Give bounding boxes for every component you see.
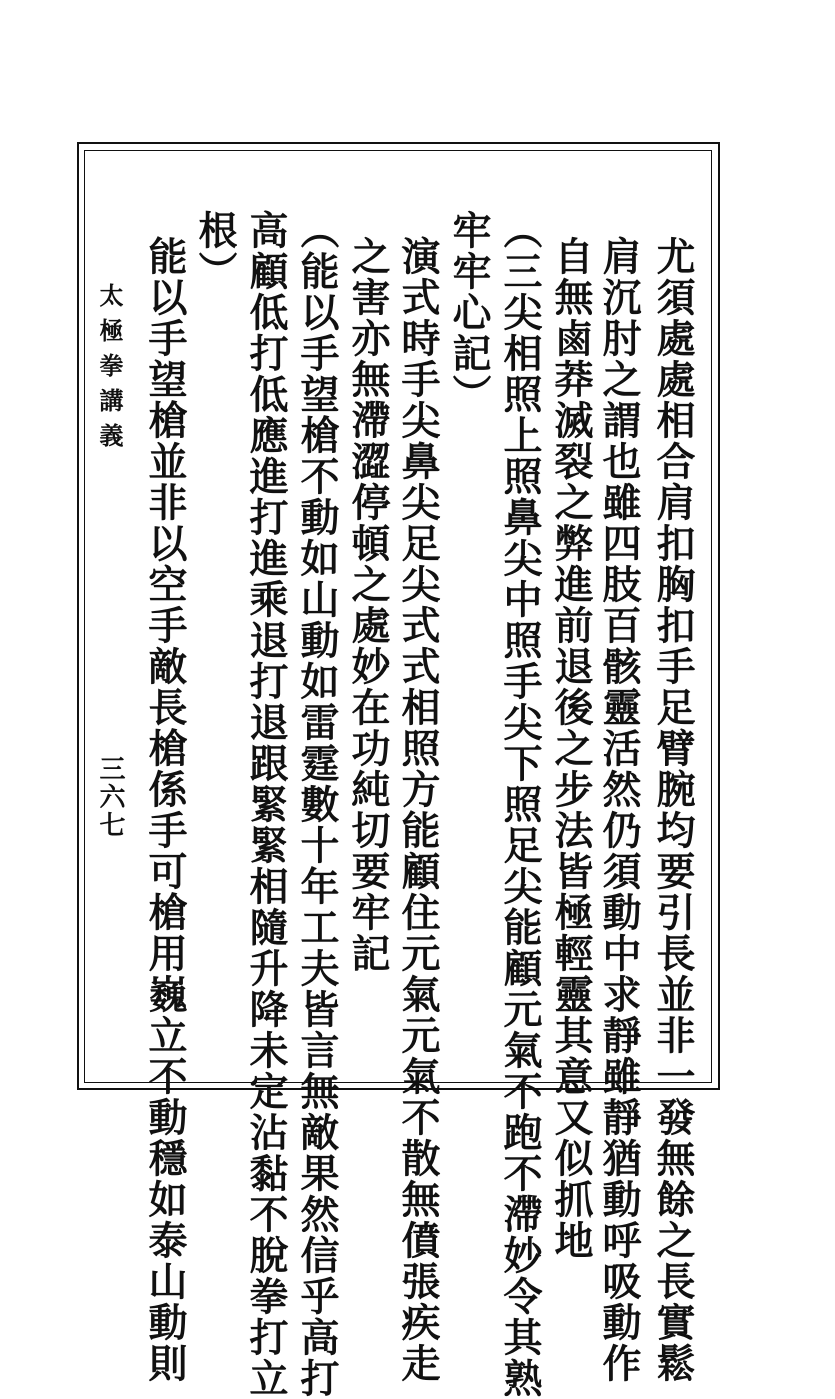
text-column-9: 高顧低打低應進打進乘退打退跟緊緊相隨升降未定沾黏不脫拳打立 xyxy=(243,210,289,1399)
text-column-8: （能以手望槍不動如山動如雷霆數十年工夫皆言無敵果然信乎高打 xyxy=(294,210,340,1399)
text-column-3: 自無鹵莽滅裂之弊進前退後之步法皆極輕靈其意又似抓地 xyxy=(548,236,594,1261)
text-column-1: 尤須處處相合肩扣胸扣手足臂腕均要引長並非一發無餘之長實鬆 xyxy=(650,236,696,1384)
text-column-11: 能以手望槍並非以空手敵長槍係手可槍用巍立不動穩如泰山動則 xyxy=(142,236,188,1384)
text-column-7: 之害亦無滯澀停頓之處妙在功純切要牢記 xyxy=(345,236,391,974)
text-column-2: 肩沉肘之謂也雖四肢百骸靈活然仍須動中求靜雖靜猶動呼吸動作 xyxy=(596,236,642,1384)
page-number: 三六七 xyxy=(95,755,125,839)
text-column-4: （三尖相照上照鼻尖中照手尖下照足尖能顧元氣不跑不滯妙令其熟 xyxy=(497,210,543,1399)
margin-book-title: 太極拳講義 xyxy=(95,283,124,458)
text-column-10: 根） xyxy=(192,210,238,292)
text-column-5: 牢牢心記） xyxy=(446,210,492,415)
text-column-6: 演式時手尖鼻尖足尖式式相照方能顧住元氣元氣不散無僨張疾走 xyxy=(395,236,441,1384)
